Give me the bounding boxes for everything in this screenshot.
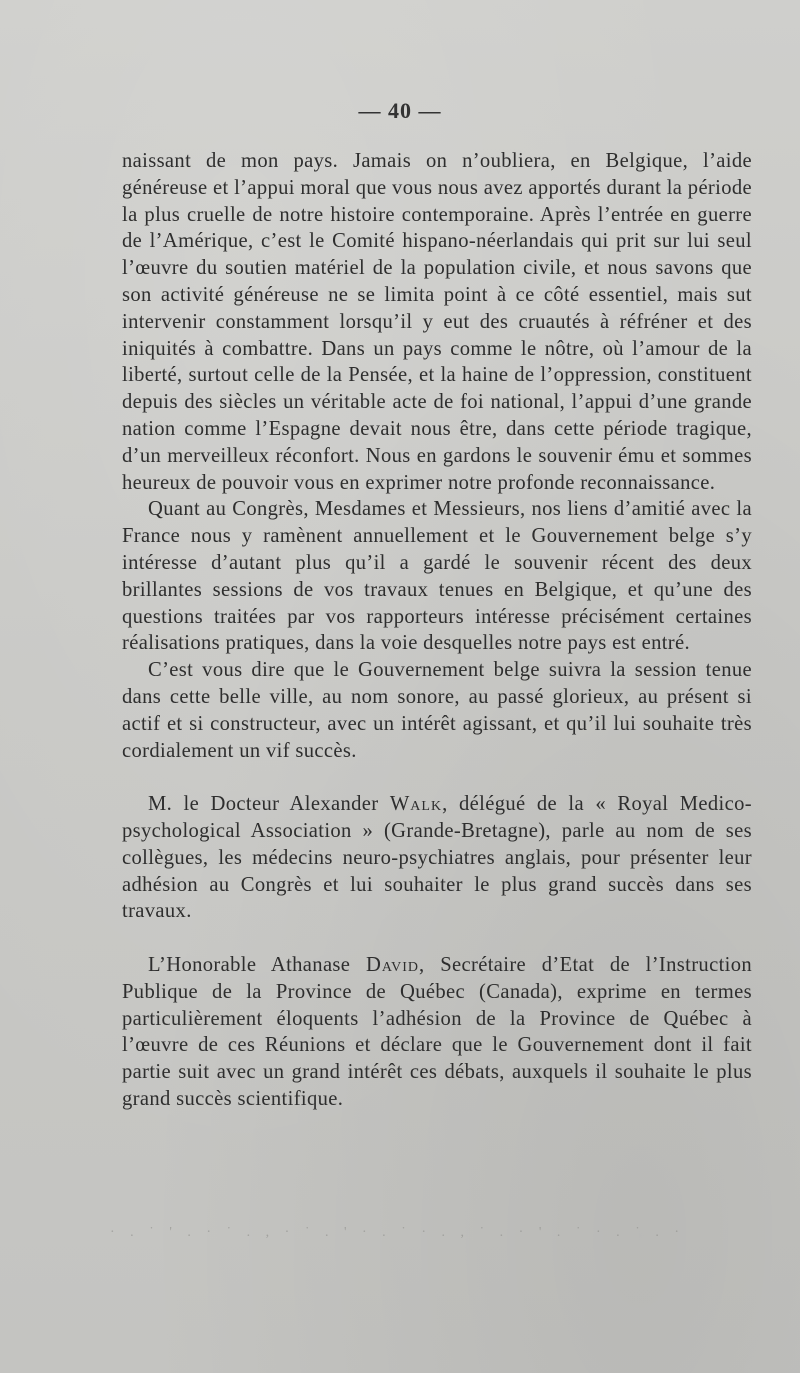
- walk-text: , délégué de la « Royal Medico-psychological Association » (Grande-Bretagne), parle au nom de ses collègues, les médecins neuro-psychiatres anglais, pour présenter leur adhésion au Congrès et lui souhaiter le plus grand succès dans ses travaux.: [122, 793, 752, 923]
- walk-intro: M. le Docteur Alexander: [148, 793, 390, 816]
- paragraph-gouvernement: C’est vous dire que le Gouvernement belge suivra la session tenue dans cette belle ville, au nom sonore, au passé glorieux, au présent si actif et si constructeur, avec un intérêt agissant, et qu’il lui souhaite très cordialement un vif succès.: [122, 659, 752, 762]
- paragraph-david: [122, 952, 752, 1113]
- david-name: David: [365, 953, 420, 976]
- scan-artifacts: · . ˙ ' . · ˙ . , · ˙ . ' · . ˙ · . , ˙ . · ' . ˙ · . ˙ . ·: [110, 1225, 685, 1240]
- paragraph-continuation: naissant de mon pays. Jamais on n’oubliera, en Belgique, l’aide généreuse et l’appui moral que vous nous avez apportés durant la période la plus cruelle de notre histoire contemporaine. Après l’entrée en guerre de l’Amérique, c’est le Comité hispano-néerlandais qui prit sur lui seul l’œuvre du soutien matériel de la population civile, et nous savons que son activité généreuse ne se limita point à ce côté essentiel, mais sut intervenir constamment lorsqu’il y eut des cruautés à réfréner et des iniquités à combattre. Dans un pays comme le nôtre, où l’amour de la liberté, surtout celle de la Pensée, et la haine de l’oppression, constituent depuis des siècles un véritable acte de foi national, l’appui d’une grande nation comme l’Espagne devait nous être, dans cette période tragique, d’un merveilleux réconfort. Nous en gardons le souvenir ému et sommes heureux de pouvoir vous en exprimer notre profonde reconnaissance.: [122, 150, 752, 494]
- walk-name: Walk: [389, 793, 443, 816]
- david-text: , Secrétaire d’Etat de l’Instruction Publique de la Province de Québec (Canada), exprime en termes particulièrement éloquents l’adhésion de la Province de Québec à l’œuvre de ces Réunions et déclare que le Gouvernement dont il fait partie suit avec un grand intérêt ces débats, auxquels il souhaite le plus grand succès scientifique.: [122, 953, 753, 1110]
- page-number: — 40 —: [358, 98, 442, 123]
- david-intro: L’Honorable Athanase: [148, 953, 366, 976]
- paragraph-congres: Quant au Congrès, Mesdames et Messieurs, nos liens d’amitié avec la France nous y ramènent annuellement et le Gouvernement belge s’y intéresse d’autant plus qu’il a gardé le souvenir récent des deux brillantes sessions de vos travaux tenues en Belgique, et qu’une des questions traitées par vos rapporteurs intéresse précisément certaines réalisations pratiques, dans la voie desquelles notre pays est entré.: [122, 498, 752, 655]
- body-text: [122, 148, 752, 1113]
- paragraph-walk: [122, 791, 752, 925]
